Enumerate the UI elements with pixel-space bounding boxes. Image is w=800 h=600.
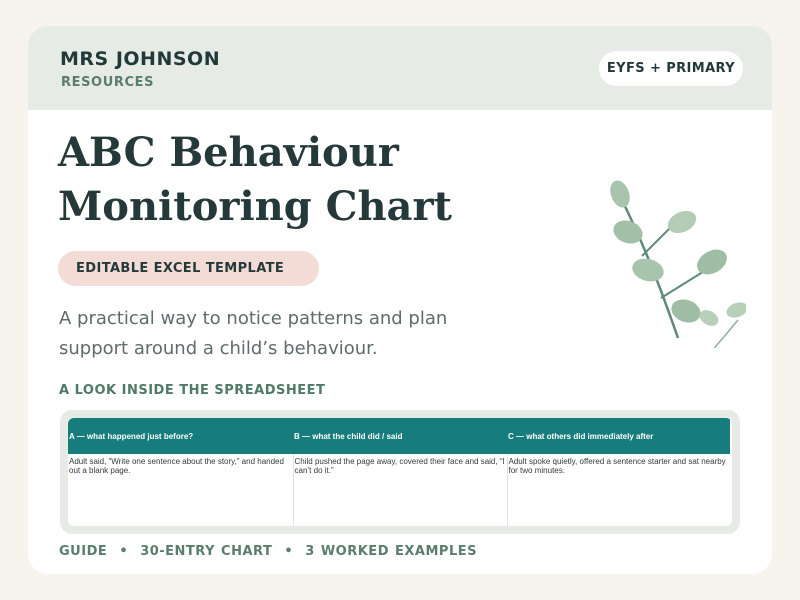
age-range-badge: EYFS + PRIMARY [599,51,743,86]
page-title [58,126,578,234]
footer-item-guide: GUIDE [59,544,108,559]
title-line-1: ABC Behaviour [58,129,399,176]
column-header-consequence: C — what others did immediately after [507,418,730,454]
resource-card [28,26,772,574]
table-cell: Adult spoke quietly, offered a sentence starter and sat nearby for two minutes. [508,457,726,475]
spreadsheet-sheet [68,418,732,526]
eucalyptus-branch-icon [606,178,746,348]
table-header-row [68,418,730,454]
brand-subtitle: RESOURCES [61,75,155,90]
footer-separator: • [284,544,294,559]
title-line-2: Monitoring Chart [58,183,453,230]
template-badge: EDITABLE EXCEL TEMPLATE [58,251,319,286]
footer-separator: • [119,544,129,559]
contents-footer [59,544,477,559]
brand-name: MRS JOHNSON [60,48,221,70]
table-row [68,454,730,526]
abc-table [68,418,730,526]
section-label: A LOOK INSIDE THE SPREADSHEET [59,383,326,398]
header-bar [28,26,772,110]
table-cell: Adult said, “Write one sentence about the story,” and handed out a blank page. [68,454,293,526]
column-header-behaviour: B — what the child did / said [293,418,507,454]
footer-item-chart: 30-ENTRY CHART [140,544,273,559]
footer-item-examples: 3 WORKED EXAMPLES [305,544,477,559]
page-subtitle: A practical way to notice patterns and plan support around a child’s behaviour. [59,308,448,359]
table-cell: Child pushed the page away, covered their face and said, “I can’t do it.” [293,454,507,526]
spreadsheet-preview [60,410,740,534]
column-header-antecedent: A — what happened just before? [68,418,293,454]
